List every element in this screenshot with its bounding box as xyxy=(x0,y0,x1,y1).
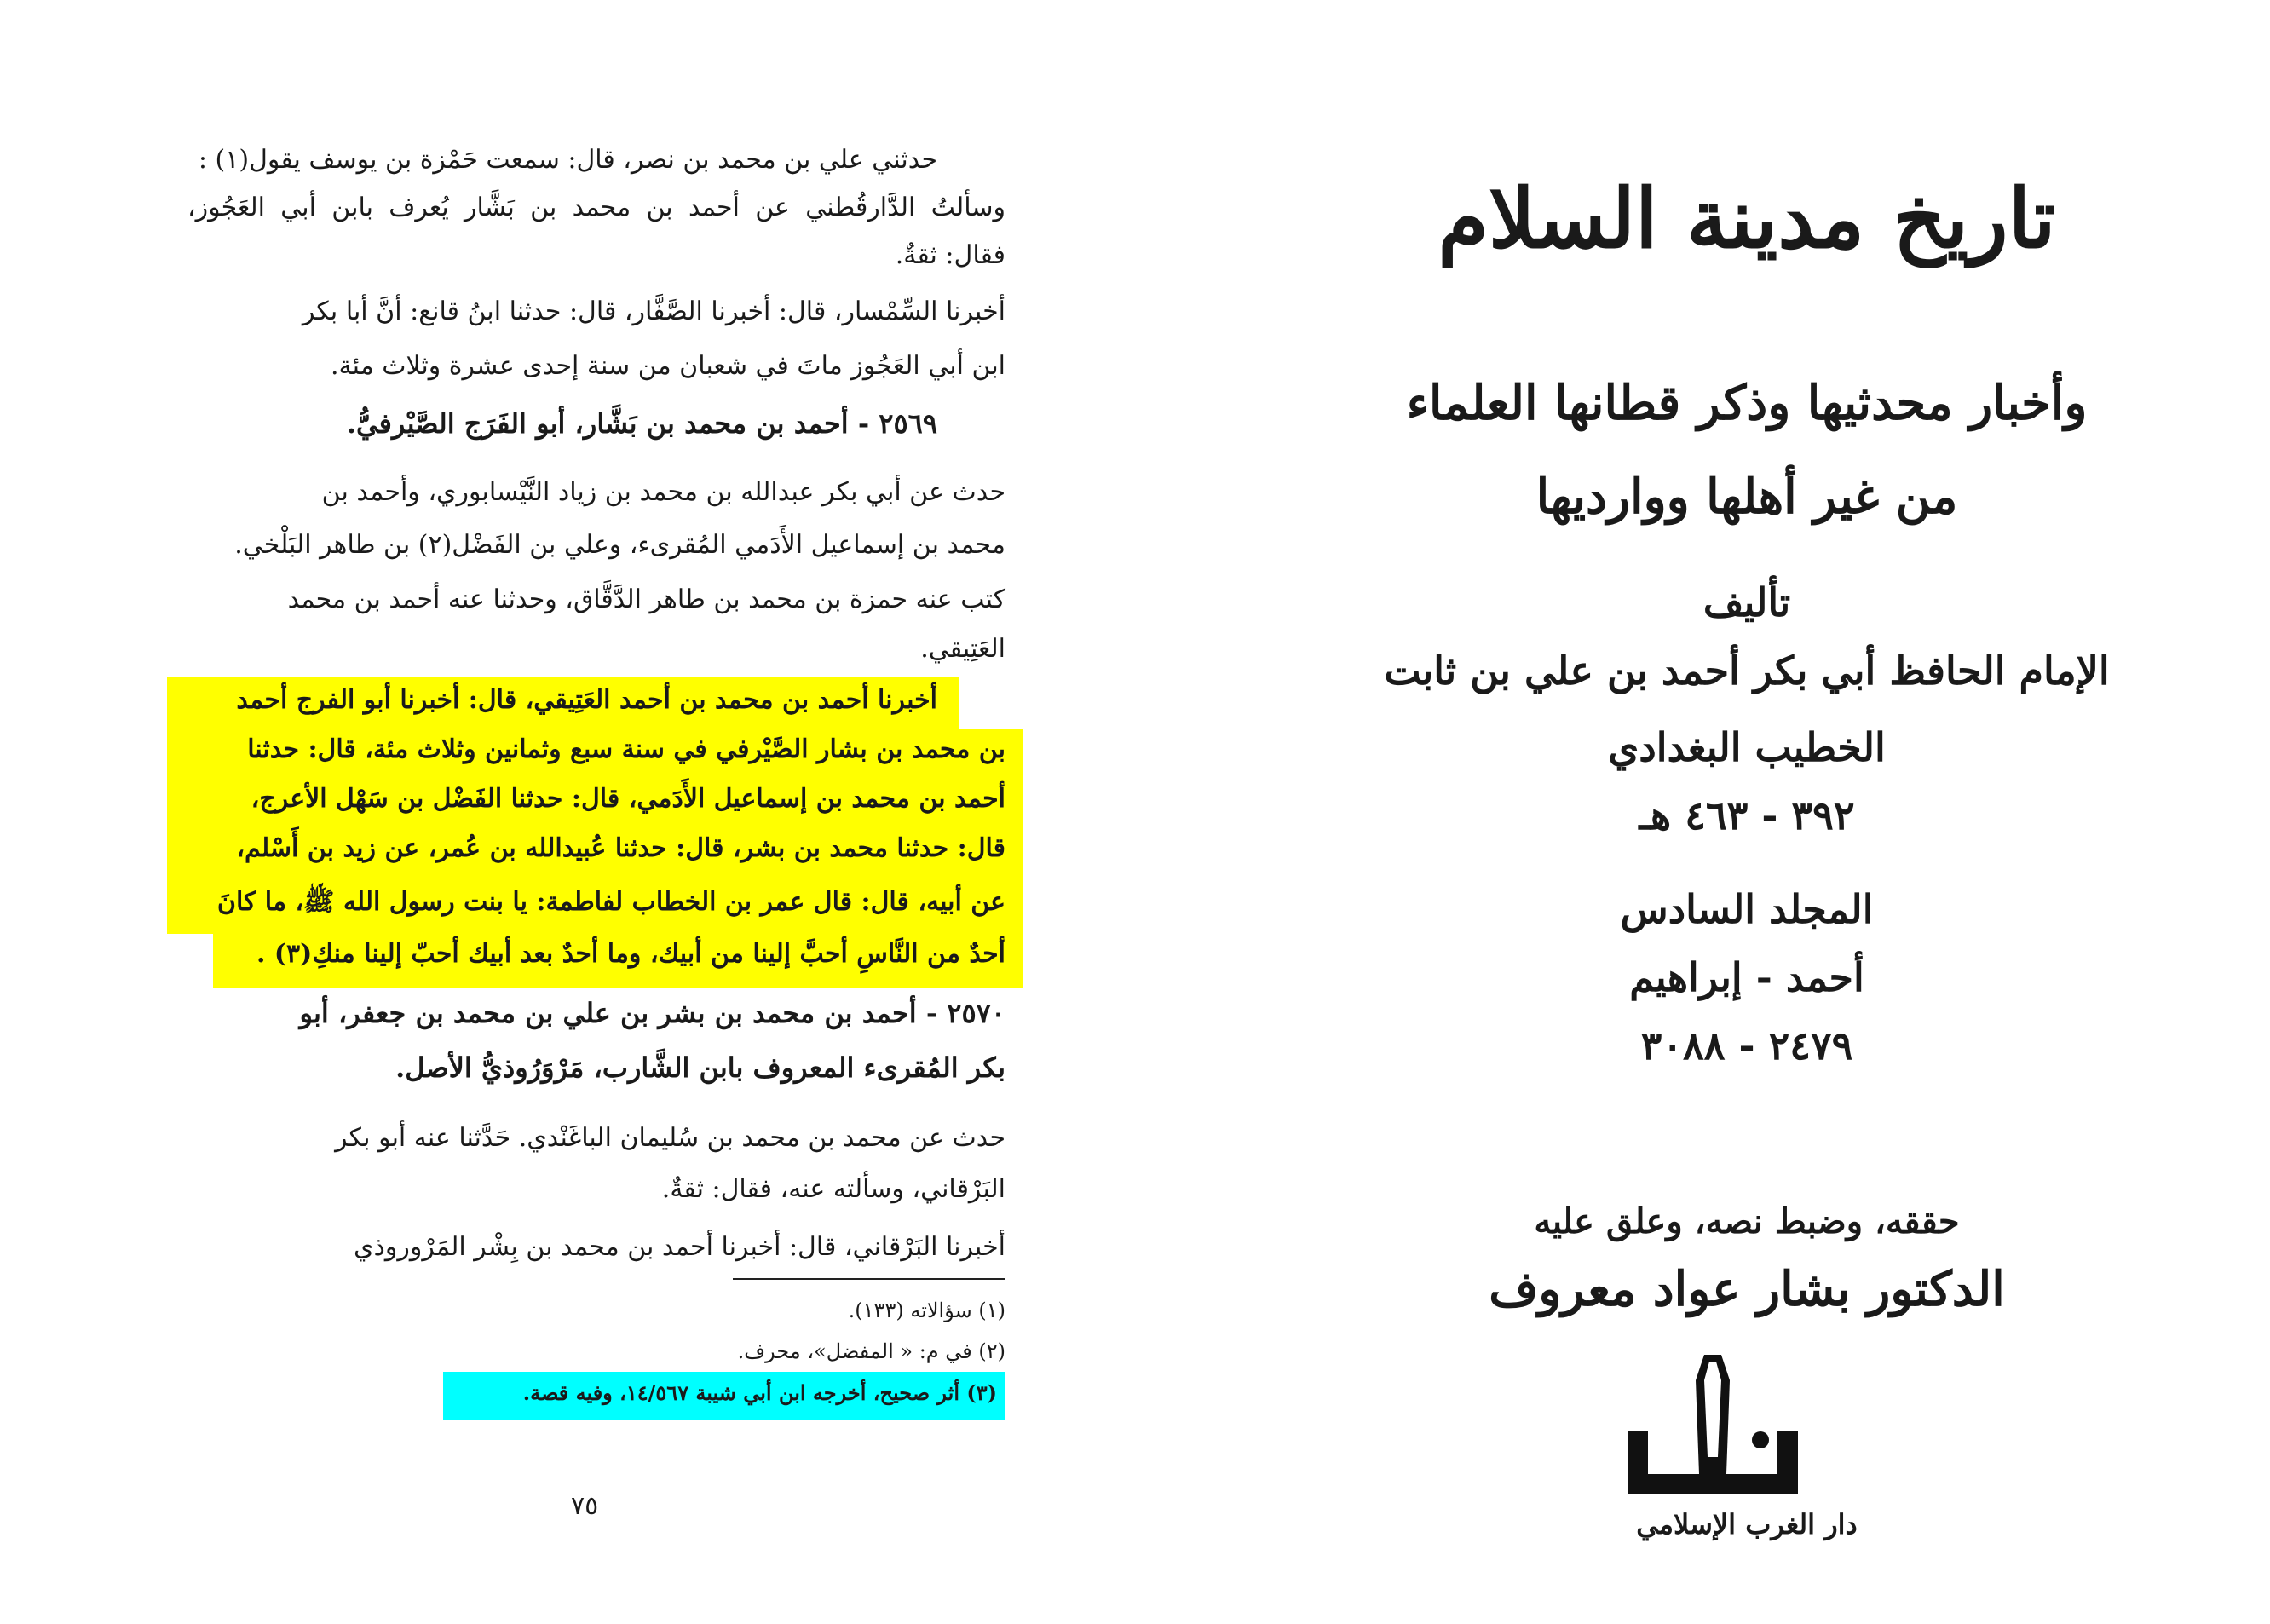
text-line: وسألتُ الدَّارقُطني عن أحمد بن محمد بن بَشَّار يُعرف بابن أبي العَجُوز، xyxy=(187,193,1005,222)
publisher-name: دار الغرب الإسلامي xyxy=(1636,1508,1858,1540)
editor-name: الدكتور بشار عواد معروف xyxy=(1489,1261,2005,1317)
text-line: حدث عن محمد بن محمد بن سُليمان الباغَنْدي. حَدَّثنا عنه أبو بكر xyxy=(335,1123,1005,1153)
text-line: كتب عنه حمزة بن محمد بن طاهر الدَّقَّاق، وحدثنا عنه أحمد بن محمد xyxy=(287,585,1005,614)
page-number: ٧٥ xyxy=(571,1491,599,1521)
footnote-2: (٢) في م: « المفضل»، محرف. xyxy=(737,1339,1005,1363)
authored-by-label: تأليف xyxy=(1702,579,1791,625)
highlighted-line: عن أبيه، قال: قال عمر بن الخطاب لفاطمة: يا بنت رسول الله ﷺ، ما كانَ xyxy=(216,887,1005,917)
book-subtitle-1: وأخبار محدثيها وذكر قطانها العلماء xyxy=(1406,375,2088,431)
text-line: فقال: ثقةٌ. xyxy=(895,240,1005,270)
entry-heading-2570-cont: بكر المُقرىء المعروف بابن الشَّارب، مَرْوَرُوذيُّ الأصل. xyxy=(395,1051,1005,1084)
text-line: حدث عن أبي بكر عبدالله بن محمد بن زياد النَّيْسابوري، وأحمد بن xyxy=(321,477,1005,507)
footnote-rule xyxy=(733,1278,1005,1280)
footnote-1: (١) سؤالاته (١٣٣). xyxy=(848,1299,1005,1322)
text-line: أخبرنا البَرْقاني، قال: أخبرنا أحمد بن محمد بن بِشْر المَرْوروذي xyxy=(354,1232,1005,1262)
text-line: ابن أبي العَجُوز ماتَ في شعبان من سنة إحدى عشرة وثلاث مئة. xyxy=(331,351,1005,381)
left-page xyxy=(0,0,1108,1624)
volume-range-names: أحمد - إبراهيم xyxy=(1629,954,1864,1000)
book-title: تاريخ مدينة السلام xyxy=(1437,170,2056,267)
text-line: العَتِيقي. xyxy=(920,634,1005,664)
entry-heading-2569: ٢٥٦٩ - أحمد بن محمد بن بَشَّار، أبو الفَرَج الصَّيْرفيُّ. xyxy=(346,407,937,440)
author-line-1: الإمام الحافظ أبي بكر أحمد بن علي بن ثابت xyxy=(1384,648,2110,694)
text-line: أخبرنا السِّمْسار، قال: أخبرنا الصَّفَّار، قال: حدثنا ابنُ قانع: أنَّ أبا بكر xyxy=(302,297,1005,326)
volume-label: المجلد السادس xyxy=(1620,886,1874,932)
author-line-2: الخطيب البغدادي xyxy=(1608,724,1886,770)
highlighted-line: أخبرنا أحمد بن محمد بن أحمد العَتِيقي، قال: أخبرنا أبو الفرج أحمد xyxy=(236,685,937,715)
highlighted-line: أحمد بن محمد بن إسماعيل الأَدَمي، قال: حدثنا الفَضْل بن سَهْل الأعرج، xyxy=(251,784,1005,814)
highlighted-line: قال: حدثنا محمد بن بشر، قال: حدثنا عُبيدالله بن عُمر، عن زيد بن أَسْلم، xyxy=(236,833,1005,863)
editor-line: حققه، وضبط نصه، وعلق عليه xyxy=(1534,1201,1960,1241)
book-subtitle-2: من غير أهلها ووارديها xyxy=(1535,469,1958,525)
right-page xyxy=(1227,0,2270,1624)
highlighted-line: بن محمد بن بشار الصَّيْرفي في سنة سبع وثمانين وثلاث مئة، قال: حدثنا xyxy=(247,734,1005,764)
entry-heading-2570: ٢٥٧٠ - أحمد بن محمد بن بشر بن علي بن محمد بن جعفر، أبو xyxy=(299,997,1005,1029)
footnote-3: (٣) أثر صحيح، أخرجه ابن أبي شيبة ١٤/٥٦٧، وفيه قصة. xyxy=(522,1380,997,1405)
text-line: محمد بن إسماعيل الأَدَمي المُقرىء، وعلي بن الفَضْل(٢) بن طاهر البَلْخي. xyxy=(234,530,1005,560)
highlighted-line: أحدٌ من النَّاسِ أحبَّ إلينا من أبيك، وما أحدٌ بعد أبيك أحبّ إلينا منكِ(٣) . xyxy=(256,939,1005,969)
text-line: البَرْقاني، وسألته عنه، فقال: ثقةٌ. xyxy=(661,1174,1005,1204)
volume-range-numbers: ٢٤٧٩ - ٣٠٨٨ xyxy=(1640,1022,1853,1068)
author-dates: ٣٩٢ - ٤٦٣ هـ xyxy=(1639,792,1855,838)
text-line: حدثني علي بن محمد بن نصر، قال: سمعت حَمْزة بن يوسف يقول(١) : xyxy=(198,145,937,175)
